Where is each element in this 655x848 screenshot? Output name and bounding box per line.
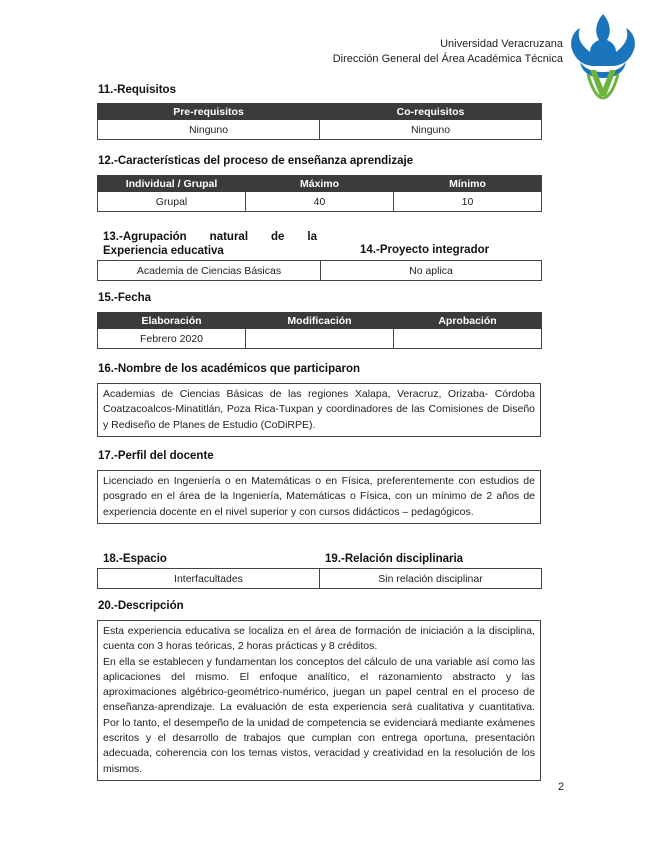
corequisites-header: Co-requisitos [320, 104, 542, 120]
teaching-process-table [97, 175, 542, 212]
minimum-header: Mínimo [394, 176, 542, 192]
section-13-title-line1: 13.-Agrupación natural de la [103, 231, 317, 243]
section-20-title: 20.-Descripción [98, 600, 184, 612]
section-15-title: 15.-Fecha [98, 292, 152, 304]
disciplinary-relation-value: Sin relación disciplinar [320, 569, 542, 589]
section-13-title [103, 230, 317, 258]
section-17-title: 17.-Perfil del docente [98, 450, 214, 462]
elaboration-header: Elaboración [98, 313, 246, 329]
integrating-project-value: No aplica [321, 261, 542, 281]
description-box [97, 620, 541, 781]
participating-academics-box [97, 383, 541, 437]
page-number: 2 [558, 781, 565, 793]
description-paragraph-2: En ella se establecen y fundamentan los conceptos del cálculo de una variable así como las aplicaciones del mismo. El enfoque analítico, el razonamiento abstracto y las aproximaciones algébrico-geométrico-numérico, juegan un papel central en el proceso de enseñanza-aprendizaje. La evaluación de esta experiencia será cualitativa y cuantitativa. Por lo tanto, el desempeño de la unidad de competencia se evidenciará mediante exámenes escritos y el desarrollo de trabajos que cumplan con entrega oportuna, presentación adecuada, coherencia con los temas vistos, veracidad y creatividad en la resolución de los mismos. [103, 655, 535, 775]
grouping-project-table [97, 260, 542, 281]
section-14-title: 14.-Proyecto integrador [360, 244, 490, 256]
section-12-title: 12.-Características del proceso de enseñanza aprendizaje [98, 155, 414, 167]
dates-table [97, 312, 542, 349]
participating-academics-text: Academias de Ciencias Básicas de las regiones Xalapa, Veracruz, Orizaba- Córdoba Coatzacoalcos-Minatitlán, Poza Rica-Tuxpan y coordinadores de las Comisiones de Diseño y Rediseño de Planes de Estudio (CoDiRPE). [103, 388, 535, 431]
approval-header: Aprobación [394, 313, 542, 329]
prerequisites-header: Pre-requisitos [98, 104, 320, 120]
requisites-table [97, 103, 542, 140]
section-13-title-line2: Experiencia educativa [103, 245, 224, 257]
section-19-title: 19.-Relación disciplinaria [325, 553, 464, 565]
document-header [333, 37, 563, 67]
natural-grouping-value: Academia de Ciencias Básicas [98, 261, 321, 281]
corequisites-value: Ninguno [320, 120, 542, 140]
maximum-header: Máximo [246, 176, 394, 192]
department-name: Dirección General del Área Académica Técnica [332, 53, 563, 65]
individual-group-header: Individual / Grupal [98, 176, 246, 192]
individual-group-value: Grupal [98, 192, 246, 212]
space-value: Interfacultades [98, 569, 320, 589]
description-paragraph-1: Esta experiencia educativa se localiza en el área de formación de iniciación a la disciplina, cuenta con 3 horas teóricas, 2 horas prácticas y 8 créditos. [103, 625, 535, 653]
section-11-title: 11.-Requisitos [98, 84, 176, 96]
elaboration-value: Febrero 2020 [98, 329, 246, 349]
section-18-title: 18.-Espacio [103, 553, 167, 565]
section-16-title: 16.-Nombre de los académicos que participaron [98, 363, 361, 375]
prerequisites-value: Ninguno [98, 120, 320, 140]
modification-value [246, 329, 394, 349]
maximum-value: 40 [246, 192, 394, 212]
space-relation-table [97, 568, 542, 589]
teacher-profile-text: Licenciado en Ingeniería o en Matemáticas o en Física, preferentemente con estudios de posgrado en el área de la Ingeniería, Matemáticas o Física, con un mínimo de 2 años de experiencia docente en el nivel superior y con cursos didácticos – pedagógicos. [103, 475, 535, 518]
university-logo-icon [568, 12, 638, 100]
modification-header: Modificación [246, 313, 394, 329]
teacher-profile-box [97, 470, 541, 524]
university-name: Universidad Veracruzana [440, 38, 563, 50]
approval-value [394, 329, 542, 349]
minimum-value: 10 [394, 192, 542, 212]
